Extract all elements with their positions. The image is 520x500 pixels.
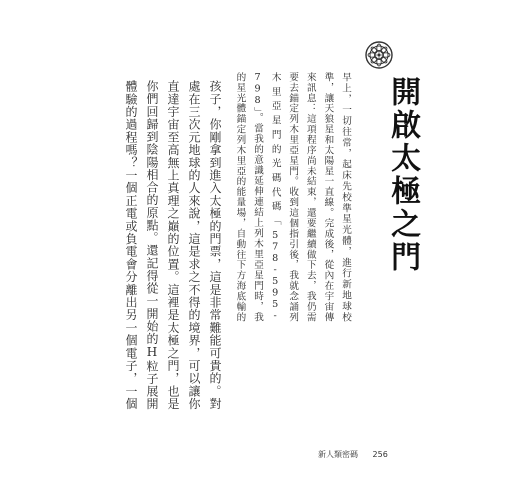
page-footer — [318, 449, 388, 460]
page-number: 256 — [372, 450, 388, 459]
body-paragraph-intro: 早上，一切往常，起床先校準星光體，進行新地球校準，讓天狼星和太陽星一直線。完成後，從內在宇宙傳來訊息：這項程序尚未結束，還要繼續做下去，我仍需要去錨定列木里亞星門。收到這個指引後，我就念誦列木里亞星門的光碼代碼「578-595-798」。當我的意識延伸連結上列木里亞星門時，我的星光體錨定列木里亞的能量場，自動往下方海底輸的 — [234, 72, 351, 322]
body-paragraph-response: 孩子，你剛拿到進入太極的門票，這是非常難能可貴的。對處在三次元地球的人來說，這是求之不得的境界，可以讓你直達宇宙至高無上真理之巔的位置。這裡是太極之門，也是你們回歸到陰陽相合的原點。還記得從一開始的H粒子展開體驗的過程嗎？一個正電或負電會分離出另一個電子，一個 — [124, 80, 222, 410]
chapter-title: 開啟太極之門 — [385, 76, 421, 274]
running-book-title: 新人類密碼 — [318, 450, 358, 459]
